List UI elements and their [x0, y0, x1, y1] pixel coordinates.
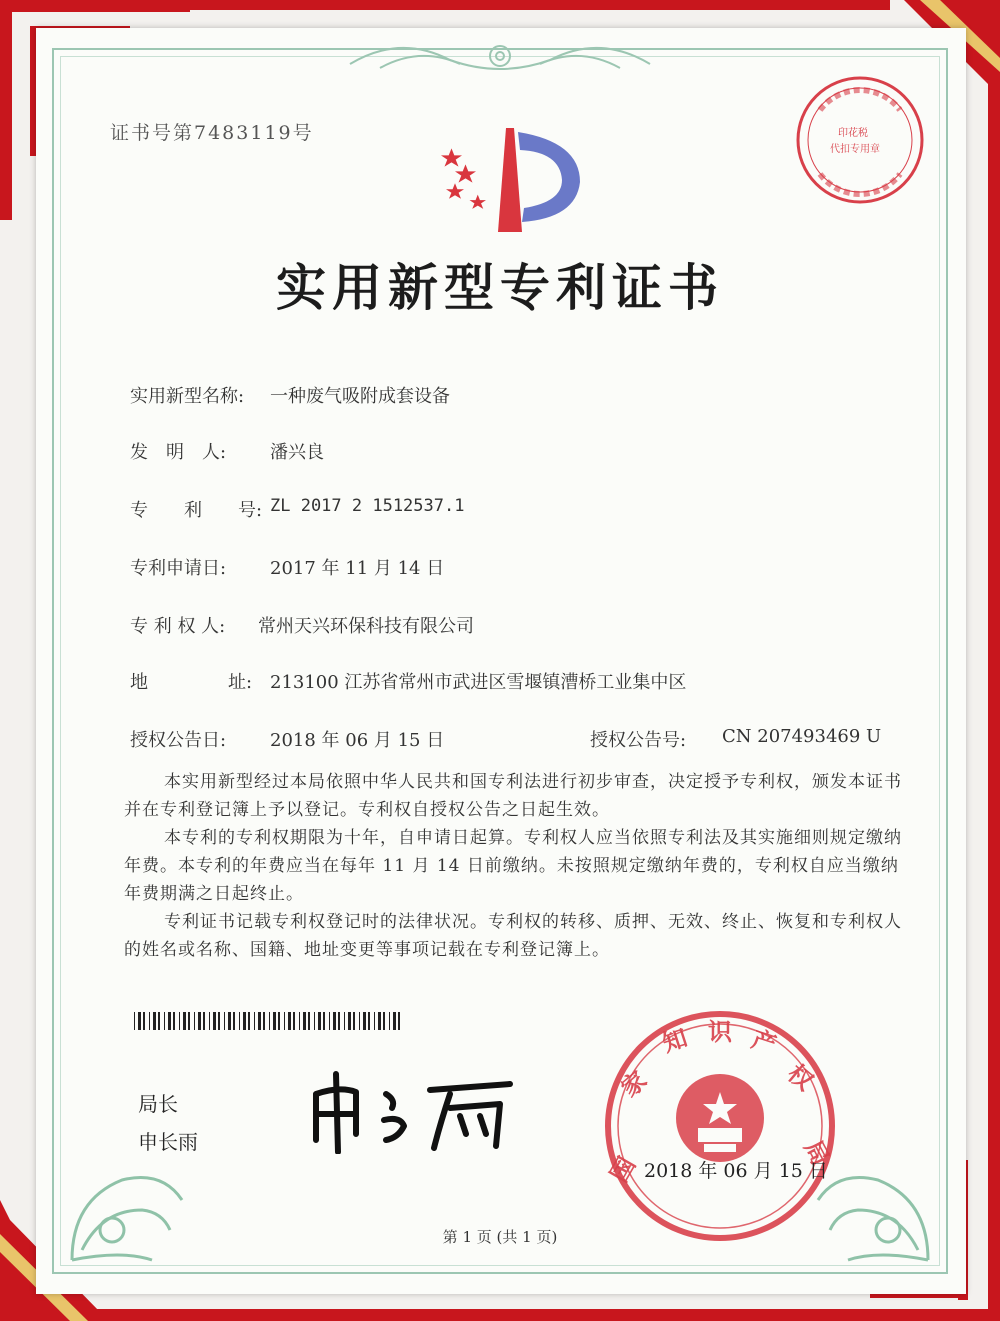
utility-model-name-label: 实用新型名称:: [130, 386, 245, 407]
director-name: 申长雨: [138, 1130, 198, 1154]
svg-text:识: 识: [708, 1018, 732, 1046]
svg-text:代扣专用章: 代扣专用章: [830, 144, 880, 155]
seal-date: 2018 年 06 月 15 日: [644, 1160, 828, 1182]
patent-office-logo: [430, 122, 590, 242]
svg-text:国: 国: [604, 1152, 642, 1187]
utility-model-name-value: 一种废气吸附成套设备: [270, 386, 450, 407]
svg-text:家: 家: [615, 1065, 653, 1103]
address-label-left: 地: [130, 672, 148, 693]
certificate-number: 证书号第7483119号: [110, 122, 314, 144]
grant-date-value: 2018 年 06 月 15 日: [270, 730, 445, 751]
grant-number-label: 授权公告号:: [590, 730, 687, 751]
frame-right-edge: [988, 0, 1000, 1321]
frame-corner-top-left: [0, 0, 190, 12]
patentee-value: 常州天兴环保科技有限公司: [258, 616, 474, 637]
paragraph-legal-status: [124, 908, 914, 964]
svg-text:局: 局: [798, 1135, 835, 1171]
paragraph-term-text: 本专利的专利权期限为十年，自申请日起算。专利权人应当依照专利法及其实施细则规定缴纳年费。本专利的年费应当在每年 11 月 14 日前缴纳。未按照规定缴纳年费的，专利权自应当缴纳年费期满之日起终止。: [124, 828, 902, 904]
paragraph-grant-statement: [124, 768, 914, 824]
address-label-right: 址:: [228, 672, 253, 693]
frame-corner-top-left-v: [0, 0, 12, 220]
svg-text:权: 权: [782, 1059, 819, 1097]
patent-number-label: 专 利 号:: [130, 500, 263, 521]
grant-date-label: 授权公告日:: [130, 730, 227, 751]
address-value: 213100 江苏省常州市武进区雪堰镇漕桥工业集中区: [270, 672, 687, 693]
paragraph-grant-text: 本实用新型经过本局依照中华人民共和国专利法进行初步审查，决定授予专利权，颁发本证书并在专利登记簿上予以登记。专利权自授权公告之日起生效。: [124, 772, 902, 820]
svg-text:知: 知: [659, 1023, 691, 1058]
patent-number-value: ZL 2017 2 1512537.1: [270, 496, 465, 516]
svg-text:印花税: 印花税: [838, 128, 868, 139]
frame-top-edge: [190, 0, 890, 10]
filing-date-label: 专利申请日:: [130, 558, 227, 579]
top-ornament: [340, 34, 660, 80]
paragraph-legal-text: 专利证书记载专利权登记时的法律状况。专利权的转移、质押、无效、终止、恢复和专利权人的姓名或名称、国籍、地址变更等事项记载在专利登记簿上。: [124, 912, 902, 960]
frame-bottom-edge: [0, 1309, 1000, 1321]
bottom-left-ornament: [62, 1140, 192, 1270]
director-title: 局长: [138, 1092, 178, 1116]
director-signature: [300, 1064, 530, 1154]
barcode: [134, 1012, 404, 1030]
inventor-label: 发 明 人:: [130, 442, 227, 463]
svg-text:产: 产: [748, 1025, 780, 1060]
paragraph-term-statement: [124, 824, 914, 908]
grant-number-value: CN 207493469 U: [722, 726, 882, 747]
certificate-title: 实用新型专利证书: [276, 258, 724, 317]
page-info: 第 1 页 (共 1 页): [442, 1228, 558, 1246]
patentee-label: 专 利 权 人:: [130, 616, 226, 637]
tax-stamp: [790, 70, 930, 210]
inventor-value: 潘兴良: [270, 442, 324, 463]
filing-date-value: 2017 年 11 月 14 日: [270, 558, 445, 579]
official-seal: [600, 1006, 840, 1246]
